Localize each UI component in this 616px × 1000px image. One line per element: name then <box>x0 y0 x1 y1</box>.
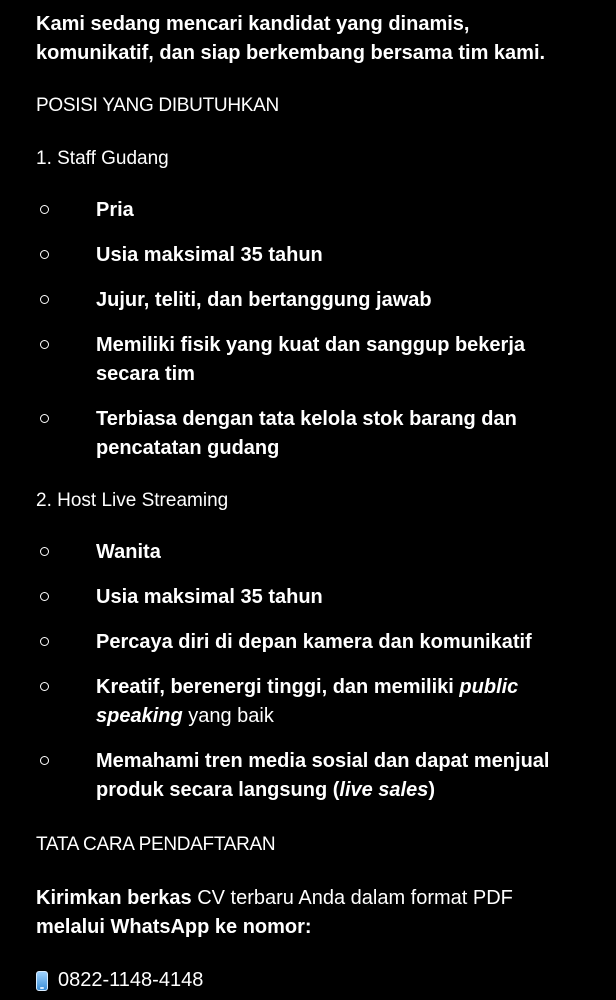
job-posting <box>36 10 596 995</box>
requirement-text-after: ) <box>428 779 436 801</box>
list-item <box>36 405 536 463</box>
requirement-text: Memiliki fisik yang kuat dan sanggup bekerja secara tim <box>96 334 526 385</box>
hollow-circle-bullet-icon <box>40 756 49 765</box>
list-item <box>36 241 596 270</box>
requirement-text: Usia maksimal 35 tahun <box>96 244 323 266</box>
positions-heading: POSISI YANG DIBUTUHKAN <box>36 95 279 116</box>
hollow-circle-bullet-icon <box>40 250 49 259</box>
hollow-circle-bullet-icon <box>40 547 49 556</box>
position-title-staff-gudang: 1. Staff Gudang <box>36 148 169 169</box>
hollow-circle-bullet-icon <box>40 205 49 214</box>
mobile-phone-icon <box>36 971 48 991</box>
registration-instructions <box>36 884 536 942</box>
registration-heading: TATA CARA PENDAFTARAN <box>36 834 276 855</box>
requirement-text-before: Kreatif, berenergi tinggi, dan memiliki <box>96 676 460 698</box>
requirement-text-italic: public speaking <box>96 676 519 727</box>
phone-number[interactable]: 0822-1148-4148 <box>58 969 204 991</box>
intro-line-1: Kami sedang mencari kandidat yang dinamis, <box>36 13 470 35</box>
list-item <box>36 673 556 731</box>
requirement-text: Percaya diri di depan kamera dan komunikatif <box>96 631 532 653</box>
requirement-text: Jujur, teliti, dan bertanggung jawab <box>96 289 432 311</box>
list-item <box>36 747 576 805</box>
registration-text-bold-1: Kirimkan berkas <box>36 887 192 909</box>
intro-line-2: komunikatif, dan siap berkembang bersama tim kami. <box>36 42 546 64</box>
hollow-circle-bullet-icon <box>40 592 49 601</box>
list-item <box>36 286 596 315</box>
hollow-circle-bullet-icon <box>40 637 49 646</box>
list-item <box>36 583 596 612</box>
intro-text <box>36 10 596 68</box>
registration-text-normal: CV terbaru Anda dalam format PDF <box>191 887 513 909</box>
requirement-text-before: Memahami tren media sosial dan dapat menjual produk secara langsung ( <box>96 750 550 801</box>
phone-contact <box>36 966 596 995</box>
requirement-text: Pria <box>96 199 134 221</box>
requirement-text: Usia maksimal 35 tahun <box>96 586 323 608</box>
list-item <box>36 538 596 567</box>
list-item <box>36 196 596 225</box>
requirement-text-after: yang baik <box>182 705 274 727</box>
position-title-host-live-streaming: 2. Host Live Streaming <box>36 490 229 511</box>
list-item <box>36 331 536 389</box>
hollow-circle-bullet-icon <box>40 682 49 691</box>
list-item <box>36 628 596 657</box>
registration-text-bold-2: melalui WhatsApp ke nomor: <box>36 916 312 938</box>
hollow-circle-bullet-icon <box>40 414 49 423</box>
requirement-text: Wanita <box>96 541 161 563</box>
requirement-text: Terbiasa dengan tata kelola stok barang dan pencatatan gudang <box>96 408 517 459</box>
hollow-circle-bullet-icon <box>40 295 49 304</box>
requirement-text-italic: live sales <box>339 779 429 801</box>
staff-gudang-requirements <box>36 196 596 463</box>
host-live-streaming-requirements <box>36 538 596 805</box>
hollow-circle-bullet-icon <box>40 340 49 349</box>
